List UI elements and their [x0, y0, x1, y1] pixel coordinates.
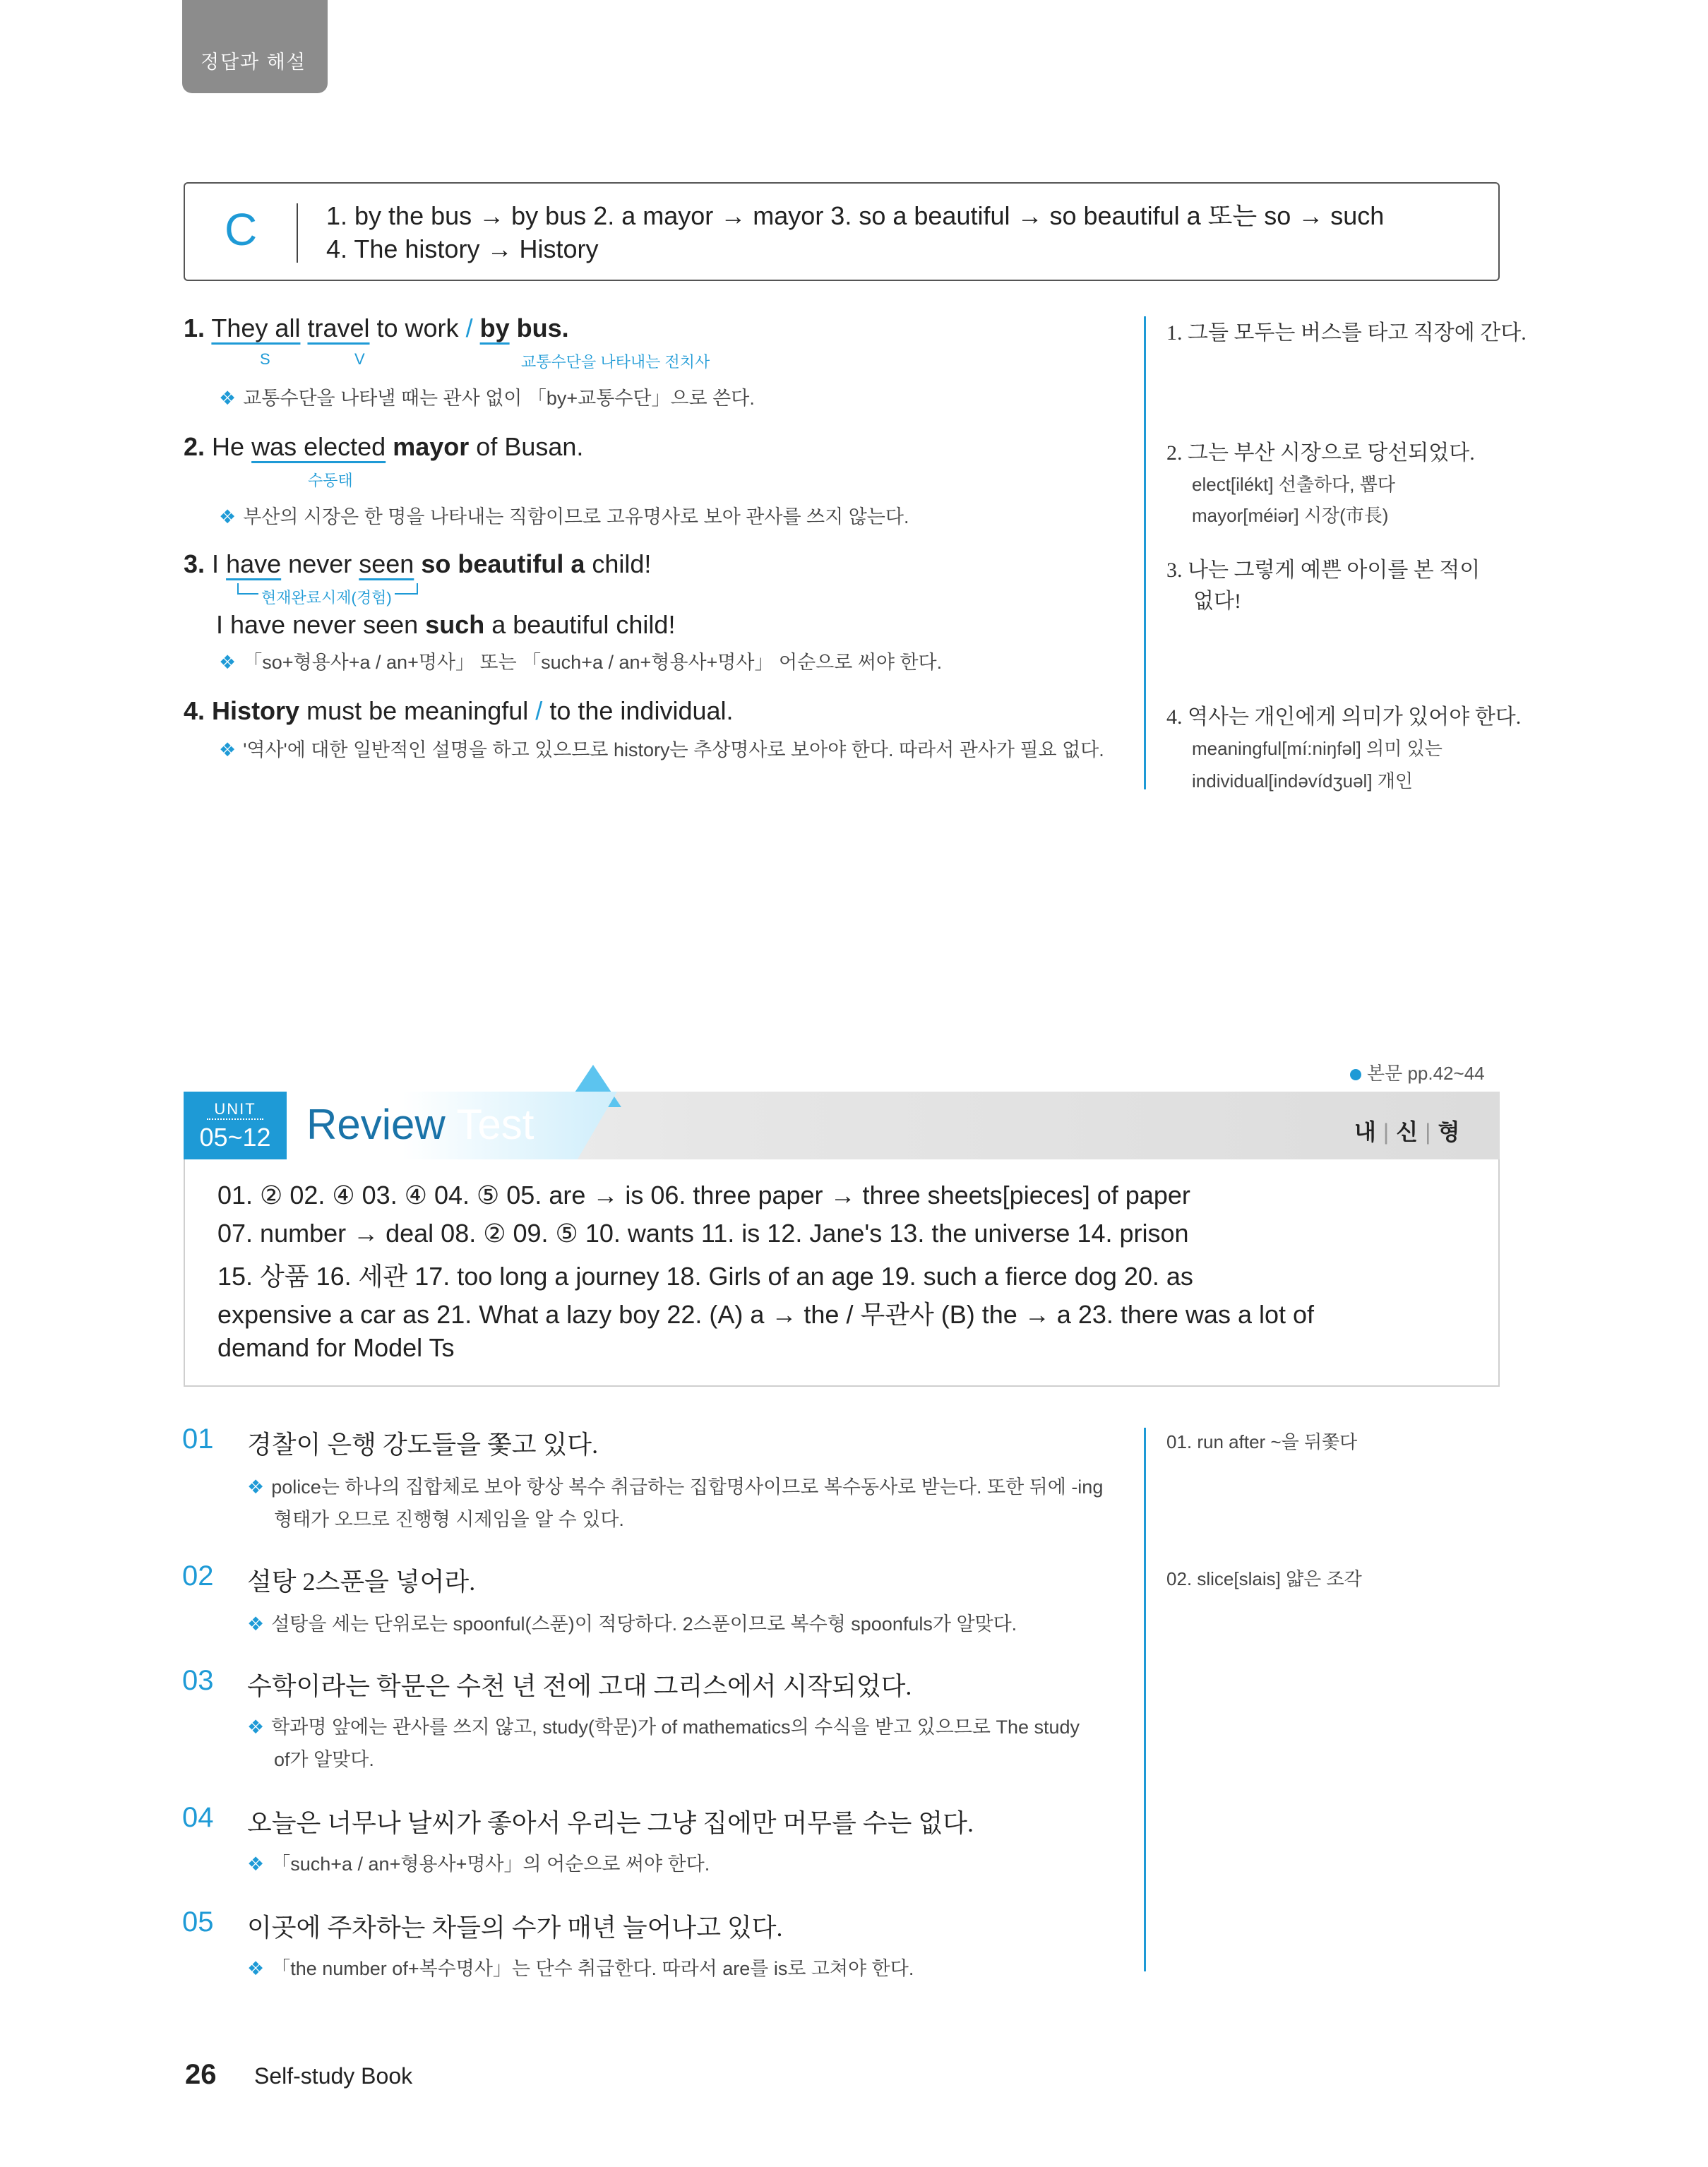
note-3 [219, 647, 942, 674]
explanation-sentence: 오늘은 너무나 날씨가 좋아서 우리는 그냥 집에만 머무를 수는 없다. [247, 1809, 974, 1837]
label-present-perfect: 현재완료시제(경험) [258, 586, 395, 608]
c-item-3-alt [216, 610, 675, 640]
translation-2: 2. 그는 부산 시장으로 당선되었다. [1166, 441, 1475, 465]
translation-4: 4. 역사는 개인에게 의미가 있어야 한다. [1166, 705, 1522, 729]
c-item-4 [184, 696, 734, 726]
book-title: Self-study Book [254, 2063, 413, 2089]
title-test: Test [456, 1101, 535, 1148]
note-text: police는 하나의 집합체로 보아 항상 복수 취급하는 집합명사이므로 복수동사로 받는다. 또한 뒤에 -ing [271, 1476, 1104, 1498]
answer-line: demand for Model Ts [217, 1333, 455, 1362]
review-test-title [306, 1100, 534, 1149]
bold-word: mayor [393, 432, 470, 461]
explanation-sentence: 설탕 2스푼을 넣어라. [247, 1568, 476, 1596]
diamond-icon: ❖ [247, 1613, 265, 1635]
diamond-icon: ❖ [219, 652, 237, 673]
note-2 [219, 501, 909, 529]
answer-line: 15. 상품 16. 세관 17. too long a journey 18. Girls of an age 19. such a fierce dog 20. as [217, 1262, 1193, 1291]
diamond-icon: ❖ [219, 388, 237, 409]
explanation-number: 01 [182, 1423, 214, 1455]
diamond-icon: ❖ [247, 1958, 265, 1979]
explanation-note [247, 1608, 1017, 1636]
answer-line: expensive a car as 21. What a lazy boy 22. (A) a → the / 무관사 (B) the → a 23. there was a lot of [217, 1300, 1315, 1329]
note-1 [219, 383, 755, 410]
phrase-end: bus. [516, 314, 569, 342]
note-text: 부산의 시장은 한 명을 나타내는 직함이므로 고유명사로 보아 관사를 쓰지 않는다. [243, 506, 909, 527]
answer-box-c [184, 182, 1500, 281]
label-passive: 수동태 [308, 472, 353, 489]
preposition: by [479, 314, 510, 342]
explanation-note-cont: of가 알맞다. [274, 1749, 374, 1770]
phrase-end: of Busan. [476, 432, 584, 461]
label-s: S [260, 350, 270, 368]
page-reference-text: 본문 pp.42~44 [1367, 1063, 1485, 1084]
explanation-sentence: 수학이라는 학문은 수천 년 전에 고대 그리스에서 시작되었다. [247, 1672, 912, 1700]
tag: 신 [1396, 1119, 1419, 1145]
subject: He [212, 432, 245, 461]
c-item-3 [184, 549, 651, 579]
c-item-1 [184, 314, 569, 343]
page-reference [1350, 1059, 1485, 1085]
diamond-icon: ❖ [219, 739, 237, 760]
translation-1: 1. 그들 모두는 버스를 타고 직장에 간다. [1166, 321, 1527, 345]
vocab-elect: elect[ilékt] 선출하다, 뽑다 [1192, 474, 1395, 495]
section-letter: C [225, 204, 258, 255]
vocab-meaningful: meaningful[mí:niŋfəl] 의미 있는 [1192, 738, 1443, 759]
item-number: 3. [184, 549, 205, 578]
vocab-individual: individual[indəvídʒuəl] 개인 [1192, 770, 1414, 792]
explanation-number: 04 [182, 1802, 214, 1833]
note-text: 교통수단을 나타낼 때는 관사 없이 「by+교통수단」으로 쓴다. [243, 388, 755, 409]
answer-line-1: 1. by the bus → by bus 2. a mayor → mayor 3. so a beautiful → so beautiful a 또는 so → such [326, 201, 1385, 230]
have: have [226, 549, 282, 578]
label-preposition: 교통수단을 나타내는 전치사 [521, 353, 710, 371]
unit-label: UNIT [207, 1100, 263, 1120]
note-text: 학과명 앞에는 관사를 쓰지 않고, study(학문)가 of mathematics의 수식을 받고 있으므로 The study [271, 1717, 1080, 1738]
explanation-note [247, 1712, 1080, 1739]
seen: seen [359, 549, 414, 578]
subject-phrase: They all [211, 314, 301, 342]
item-number: 4. [184, 696, 205, 725]
item-number: 1. [184, 314, 205, 342]
explanation-number: 02 [182, 1560, 214, 1592]
note-text: 「so+형용사+a / an+명사」 또는 「such+a / an+형용사+명사」 어순으로 써야 한다. [243, 652, 943, 673]
bold-phrase: so beautiful a [421, 549, 585, 578]
section-tab [182, 0, 328, 93]
label-v: V [354, 350, 365, 368]
divider [297, 203, 298, 263]
bold-word: such [425, 610, 485, 639]
slash: / [535, 696, 543, 725]
never: never [288, 549, 352, 578]
column-divider [1144, 316, 1146, 789]
slash: / [465, 314, 473, 342]
dot-icon [1350, 1069, 1361, 1080]
unit-badge [184, 1092, 287, 1159]
explanation-sentence: 이곳에 주차하는 차들의 수가 매년 늘어나고 있다. [247, 1914, 783, 1942]
explanation-note [247, 1953, 914, 1981]
phrase: to work [376, 314, 459, 342]
verb-phrase: travel [307, 314, 370, 342]
note-4 [219, 734, 1104, 762]
item-number: 2. [184, 432, 205, 461]
unit-range: 05~12 [199, 1123, 271, 1152]
answer-key-box [184, 1159, 1500, 1387]
phrase: I have never seen [216, 610, 419, 639]
explanation-number: 03 [182, 1665, 214, 1696]
vocab-mayor: mayor[méiər] 시장(市長) [1192, 505, 1389, 526]
page-number: 26 [185, 2059, 217, 2090]
note-text: 「such+a / an+형용사+명사」의 어순으로 써야 한다. [271, 1853, 710, 1875]
diamond-icon: ❖ [247, 1853, 265, 1875]
answer-line-2: 4. The history → History [326, 234, 599, 263]
section-tab-label: 정답과 해설 [201, 52, 306, 73]
verb-phrase: was elected [251, 432, 386, 461]
exam-tags: 내 | 신 | 형 [1354, 1119, 1460, 1145]
phrase-end: to the individual. [549, 696, 734, 725]
diamond-icon: ❖ [219, 506, 237, 527]
explanation-note-cont: 형태가 오므로 진행형 시제임을 알 수 있다. [274, 1509, 624, 1530]
note-text: '역사'에 대한 일반적인 설명을 하고 있으므로 history는 추상명사로 보아야 한다. 따라서 관사가 필요 없다. [243, 739, 1104, 760]
phrase-end: a beautiful child! [491, 610, 676, 639]
explanation-note [247, 1849, 710, 1876]
tag: 내 [1354, 1119, 1376, 1145]
title-review: Review [306, 1101, 446, 1148]
answer-line: 01. ② 02. ④ 03. ④ 04. ⑤ 05. are → is 06. three paper → three sheets[pieces] of paper [217, 1181, 1190, 1210]
phrase: must be meaningful [306, 696, 529, 725]
note-text: 「the number of+복수명사」는 단수 취급한다. 따라서 are를 is로 고쳐야 한다. [271, 1958, 914, 1979]
c-item-2 [184, 432, 583, 462]
vocab-slice: 02. slice[slais] 얇은 조각 [1166, 1568, 1362, 1589]
answer-line: 07. number → deal 08. ② 09. ⑤ 10. wants 11. is 12. Jane's 13. the universe 14. prison [217, 1219, 1189, 1248]
column-divider [1144, 1428, 1146, 1971]
diamond-icon: ❖ [247, 1717, 265, 1738]
vocab-run-after: 01. run after ~을 뒤쫓다 [1166, 1431, 1358, 1452]
subject: I [212, 549, 220, 578]
explanation-sentence: 경찰이 은행 강도들을 쫓고 있다. [247, 1431, 599, 1459]
phrase-end: child! [592, 549, 652, 578]
diamond-icon: ❖ [247, 1476, 265, 1498]
translation-3-cont: 없다! [1193, 590, 1241, 613]
note-text: 설탕을 세는 단위로는 spoonful(스푼)이 적당하다. 2스푼이므로 복수형 spoonfuls가 알맞다. [271, 1613, 1017, 1635]
explanation-note [247, 1471, 1103, 1499]
explanation-number: 05 [182, 1906, 214, 1938]
translation-3: 3. 나는 그렇게 예쁜 아이를 본 적이 [1166, 559, 1481, 582]
tag: 형 [1438, 1119, 1460, 1145]
bold-word: History [212, 696, 300, 725]
